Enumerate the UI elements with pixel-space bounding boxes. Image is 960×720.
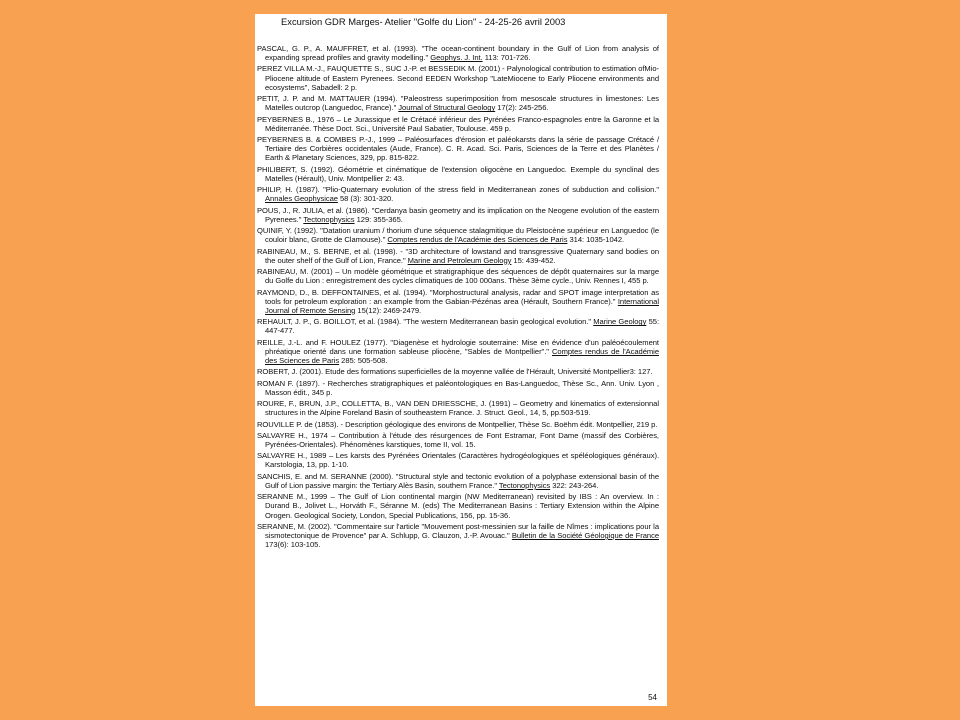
reference-text: REILLE, J.-L. and F. HOULEZ (1977). "Diagenèse et hydrologie souterraine: Mise en évidence d'un paléoécoulement phréatique orienté dans une formation sableuse pliocène, "Sables de Montpellier"." (257, 337, 659, 356)
reference-list (257, 44, 659, 552)
reference-text: PHILIP, H. (1987). "Plio-Quaternary evolution of the stress field in Mediterranean zones of subduction and collision." (257, 185, 659, 195)
reference-text: SALVAYRE H., 1989 – Les karsts des Pyrénées Orientales (Caractères hydrogéologiques et spéléologiques généraux). Karstologia, 13, pp. 1-10. (257, 451, 659, 470)
reference-text: REHAULT, J. P., G. BOILLOT, et al. (1984). "The western Mediterranean basin geological evolution." (257, 317, 594, 327)
page-header (281, 16, 661, 27)
reference-text: SERANNE, M. (2002). "Commentaire sur l'article "Mouvement post-messinien sur la faille de Nîmes : implications pour la sismotectonique de Provence" par A. Schlupp, G. Clauzon, J.-P. Avouac." (257, 521, 659, 541)
reference-text: ROBERT, J. (2001). Etude des formations superficielles de la moyenne vallée de l'Hérault, Université Montpellier3: 127. (257, 367, 653, 377)
reference-journal: Bulletin de la Société Géologique de France (511, 531, 659, 541)
reference-text: RABINEAU, M. (2001) – Un modèle géométrique et stratigraphique des séquences de dépôt quaternaires sur la marge du Golfe du Lion : enregistrement des cycles climatiques de 100 000ans. Thèse 3ème cycle., Univ. Rennes I, 455 p. (257, 267, 659, 286)
reference-entry (257, 206, 659, 224)
reference-entry (257, 338, 659, 365)
reference-entry (257, 379, 659, 397)
reference-text: SANCHIS, E. and M. SERANNE (2000). "Structural style and tectonic evolution of a polyphase extensional basin of the Gulf of Lion passive margin: the Tertiary Alès Basin, southern France." (257, 471, 659, 490)
reference-journal: Annales Geophysicae (265, 194, 338, 204)
reference-entry (257, 115, 659, 133)
reference-entry (257, 267, 659, 285)
reference-entry (257, 522, 659, 549)
reference-journal: Tectonophysics (498, 480, 551, 490)
reference-text: SERANNE M., 1999 – The Gulf of Lion continental margin (NW Mediterranean) revisited by IBS : An overview. In : Durand B., Jolivet L., Horváth F., Séranne M. (eds) The Mediterranean Basins : Tertiary Extension within the Alpine Orogen. Geological Society, London, Special Publications, 156, pp. 15-36. (257, 492, 659, 520)
reference-journal: Journal of Structural Geology (398, 103, 496, 113)
reference-journal: Marine Geology (593, 317, 647, 327)
reference-entry (257, 451, 659, 469)
reference-text: PEREZ VILLA M.-J., FAUQUETTE S., SUC J.-P. et BESSEDIK M. (2001) - Palynological contribution to estimation ofMio-Pliocene altitude of Eastern Pyrenees. Second EEDEN Workshop "LateMiocene to Early Pliocene environments and ecosystems", Sabadell: 2 p. (257, 64, 659, 92)
reference-entry (257, 492, 659, 519)
reference-tail: 15(12): 2469-2479. (355, 305, 422, 315)
reference-tail: 314: 1035-1042. (567, 235, 625, 245)
reference-tail: 173(6): 103-105. (265, 540, 321, 550)
reference-entry (257, 367, 659, 376)
reference-entry (257, 288, 659, 315)
reference-tail: 129: 355-365. (354, 214, 403, 224)
reference-journal: Comptes rendus de l'Académie des Sciences de Paris (387, 235, 568, 245)
reference-entry (257, 165, 659, 183)
reference-tail: 322: 243-264. (550, 480, 599, 490)
reference-text: ROURE, F., BRUN, J.P., COLLETTA, B., VAN DEN DRIESSCHE, J. (1991) – Geometry and kinematics of extensionnal structures in the Alpine Foreland Basin of southeastern France. J. Struct. Geol., 14, 5, pp.503-519. (257, 399, 659, 418)
reference-entry (257, 44, 659, 62)
page-number: 54 (648, 693, 657, 702)
header-title: Excursion GDR Marges- Atelier "Golfe du Lion" (281, 16, 477, 27)
reference-tail: 17(2): 245-256. (495, 103, 549, 113)
reference-journal: Tectonophysics (303, 214, 355, 224)
reference-entry (257, 420, 659, 429)
reference-text: PETIT, J. P. and M. MATTAUER (1994). "Paleostress superimposition from mesoscale structures in limestones: Les Matelles outcrop (Languedoc, France)." (257, 94, 659, 113)
header-dates: - 24-25-26 avril 2003 (476, 16, 566, 27)
reference-text: PEYBERNES B. & COMBES P.-J., 1999 – Paléosurfaces d'érosion et paléokarsts dans la série de passage Crétacé / Tertiaire des Corbières occidentales (Aude, France). C. R. Acad. Sci. Paris, Sciences de la Terre et des Planètes / Earth & Planetary Sciences, 329, pp. 815-822. (257, 135, 659, 163)
reference-entry (257, 135, 659, 162)
reference-text: PHILIBERT, S. (1992). Géométrie et cinématique de l'extension oligocène en Languedoc. Exemple du synclinal des Matelles (Hérault), Univ. Montpellier 2: 43. (257, 164, 659, 183)
document-page (255, 14, 667, 706)
reference-entry (257, 94, 659, 112)
reference-entry (257, 399, 659, 417)
reference-entry (257, 64, 659, 91)
reference-text: PEYBERNES B., 1976 – Le Jurassique et le Crétacé inférieur des Pyrénées Franco-espagnoles entre la Garonne et la Méditerranée. Thèse Doct. Sci., Université Paul Sabatier, Toulouse. 459 p. (257, 114, 659, 133)
reference-journal: Comptes rendus de l'Académie des Sciences de Paris (265, 346, 659, 365)
reference-text: PASCAL, G. P., A. MAUFFRET, et al. (1993). "The ocean-continent boundary in the Gulf of Lion from analysis of expanding spread profiles and gravity modelling." (257, 44, 659, 63)
reference-tail: 55: 447-477. (265, 317, 659, 336)
reference-entry (257, 185, 659, 203)
reference-text: RABINEAU, M., S. BERNE, et al. (1998). - "3D architecture of lowstand and transgressive Quaternary sand bodies on the outer shelf of the Gulf of Lion, France." (257, 246, 659, 265)
reference-entry (257, 226, 659, 244)
reference-text: RAYMOND, D., B. DEFFONTAINES, et al. (1994). "Morphostructural analysis, radar and SPOT image interpretation as tools for petroleum exploration : an example from the Gabian-Pézénas area (Hérault, Southern France)." (257, 287, 659, 306)
reference-tail: 15: 439-452. (511, 255, 556, 265)
reference-journal: Geophys. J. Int. (430, 53, 483, 63)
reference-entry (257, 317, 659, 335)
reference-entry (257, 431, 659, 449)
reference-tail: 58 (3): 301-320. (337, 194, 394, 204)
reference-text: ROMAN F. (1897). - Recherches stratigraphiques et paléontologiques en Bas-Languedoc, Thèse Sc., Ann. Univ. Lyon , Masson édit., 345 p. (257, 378, 659, 397)
reference-text: POUS, J., R. JULIA, et al. (1986). "Cerdanya basin geometry and its implication on the Neogene evolution of the eastern Pyrenees." (257, 205, 659, 224)
reference-text: ROUVILLE P. de (1853). - Description géologique des environs de Montpellier, Thèse Sc. Boëhm édit. Montpellier, 219 p. (257, 419, 658, 429)
reference-tail: 285: 505-508. (339, 355, 388, 365)
reference-tail: 113: 701-726. (482, 53, 531, 63)
reference-text: SALVAYRE H., 1974 – Contribution à l'étude des résurgences de Font Estramar, Font Dame (massif des Corbières, Pyrénées-Orientales). Phénomènes karstiques, tome II, vol. 15. (257, 430, 659, 449)
reference-text: QUINIF, Y. (1992). "Datation uranium / thorium d'une séquence stalagmitique du Pleistocène supérieur en Languedoc (le couloir blanc, Grotte de Clamouse)." (257, 226, 659, 245)
reference-entry (257, 472, 659, 490)
reference-journal: Marine and Petroleum Geology (407, 255, 512, 265)
reference-entry (257, 247, 659, 265)
reference-journal: International Journal of Remote Sensing (265, 296, 659, 315)
